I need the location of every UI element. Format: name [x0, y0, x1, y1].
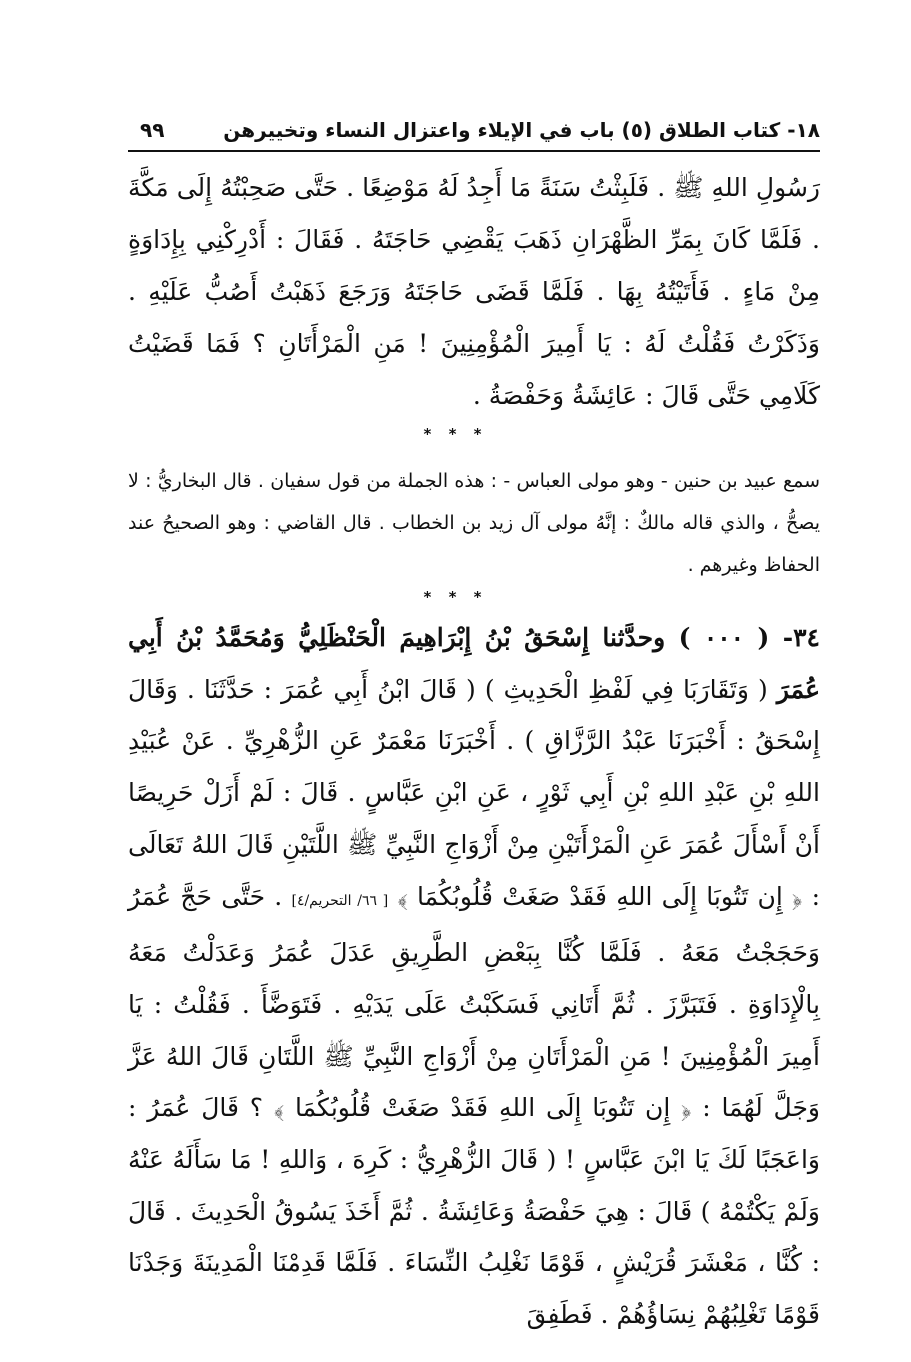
hadith-34-body	[128, 612, 820, 1341]
commentary-note	[128, 460, 820, 586]
hadith-34	[128, 612, 820, 1341]
page-number: ٩٩	[140, 118, 165, 142]
hadith-34-text-part2: . حَتَّى حَجَّ عُمَرُ وَحَجَجْتُ مَعَهُ . فَلَمَّا كُنَّا بِبَعْضِ الطَّرِيقِ عَدَلَ عُمَرُ وَعَدَلْتُ مَعَهُ بِالْإِدَاوَةِ . فَتَبَرَّزَ . ثُمَّ أَتَانِي فَسَكَبْتُ عَلَى يَدَيْهِ . فَتَوَضَّأَ . فَقُلْتُ : يَا أَمِيرَ الْمُؤْمِنِينَ ! مَنِ الْمَرْأَتَانِ مِنْ أَزْوَاجِ النَّبِيِّ ﷺ اللَّتَانِ قَالَ اللهُ عَزَّ وَجَلَّ لَهُمَا : ﴿ إِن تَتُوبَا إِلَى اللهِ فَقَدْ صَغَتْ قُلُوبُكُمَا ﴾ ؟ قَالَ عُمَرُ : وَاعَجَبًا لَكَ يَا ابْنَ عَبَّاسٍ ! ( قَالَ الزُّهْرِيُّ : كَرِهَ ، وَاللهِ ! مَا سَأَلَهُ عَنْهُ وَلَمْ يَكْتُمْهُ ) قَالَ : هِيَ حَفْصَةُ وَعَائِشَةُ . ثُمَّ أَخَذَ يَسُوقُ الْحَدِيثَ . قَالَ : كُنَّا ، مَعْشَرَ قُرَيْشٍ ، قَوْمًا نَغْلِبُ النِّسَاءَ . فَلَمَّا قَدِمْنَا الْمَدِينَةَ وَجَدْنَا قَوْمًا تَغْلِبُهُمْ نِسَاؤُهُمْ . فَطَفِقَ	[128, 881, 820, 1330]
hadith-continued	[128, 162, 820, 422]
hadith-34-text-part1: ( وَتَقَارَبَا فِي لَفْظِ الْحَدِيثِ ) ( قَالَ ابْنُ أَبِي عُمَرَ : حَدَّثَنَا . وَقَالَ إِسْحَقُ : أَخْبَرَنَا عَبْدُ الرَّزَّاقِ ) . أَخْبَرَنَا مَعْمَرٌ عَنِ الزُّهْرِيِّ . عَنْ عُبَيْدِ اللهِ بْنِ عَبْدِ اللهِ بْنِ أَبِي ثَوْرٍ ، عَنِ ابْنِ عَبَّاسٍ . قَالَ : لَمْ أَزَلْ حَرِيصًا أَنْ أَسْأَلَ عُمَرَ عَنِ الْمَرْأَتَيْنِ مِنْ أَزْوَاجِ النَّبِيِّ ﷺ اللَّتَيْنِ قَالَ اللهُ تَعَالَى : ﴿ إِن تَتُوبَا إِلَى اللهِ فَقَدْ صَغَتْ قُلُوبُكُمَا ﴾	[128, 674, 820, 911]
header-rule	[128, 150, 820, 152]
quran-reference: [ ٦٦/ التحريم/٤]	[291, 892, 389, 909]
commentary-text: سمع عبيد بن حنين - وهو مولى العباس - : هذه الجملة من قول سفيان . قال البخاريُّ : لا يصحُّ ، والذي قاله مالكٌ : إنَّهُ مولى آل زيد بن الخطاب . قال القاضي : وهو الصحيحُ عند الحفاظ وغيرهم .	[128, 470, 820, 576]
section-separator: * * *	[423, 425, 488, 443]
chapter-title: ١٨- كتاب الطلاق (٥) باب في الإيلاء واعتزال النساء وتخييرهن	[223, 118, 820, 142]
hadith-34-opening: ٣٤- ( ٠٠٠ ) وحدَّثنا إِسْحَقُ بْنُ إِبْرَاهِيمَ الْحَنْظَلِيُّ وَمُحَمَّدُ بْنُ أَبِي عُمَرَ	[128, 623, 820, 704]
running-header	[128, 112, 820, 152]
section-separator: * * *	[423, 588, 488, 606]
hadith-continued-text: رَسُولِ اللهِ ﷺ . فَلَبِثْتُ سَنَةً مَا أَجِدُ لَهُ مَوْضِعًا . حَتَّى صَحِبْتُهُ إِلَى مَكَّةَ . فَلَمَّا كَانَ بِمَرِّ الظَّهْرَانِ ذَهَبَ يَقْضِي حَاجَتَهُ . فَقَالَ : أَدْرِكْنِي بِإِدَاوَةٍ مِنْ مَاءٍ . فَأَتَيْتُهُ بِهَا . فَلَمَّا قَضَى حَاجَتَهُ وَرَجَعَ ذَهَبْتُ أَصُبُّ عَلَيْهِ . وَذَكَرْتُ فَقُلْتُ لَهُ : يَا أَمِيرَ الْمُؤْمِنِينَ ! مَنِ الْمَرْأَتَانِ ؟ فَمَا قَضَيْتُ كَلَامِي حَتَّى قَالَ : عَائِشَةُ وَحَفْصَةُ .	[128, 173, 820, 410]
